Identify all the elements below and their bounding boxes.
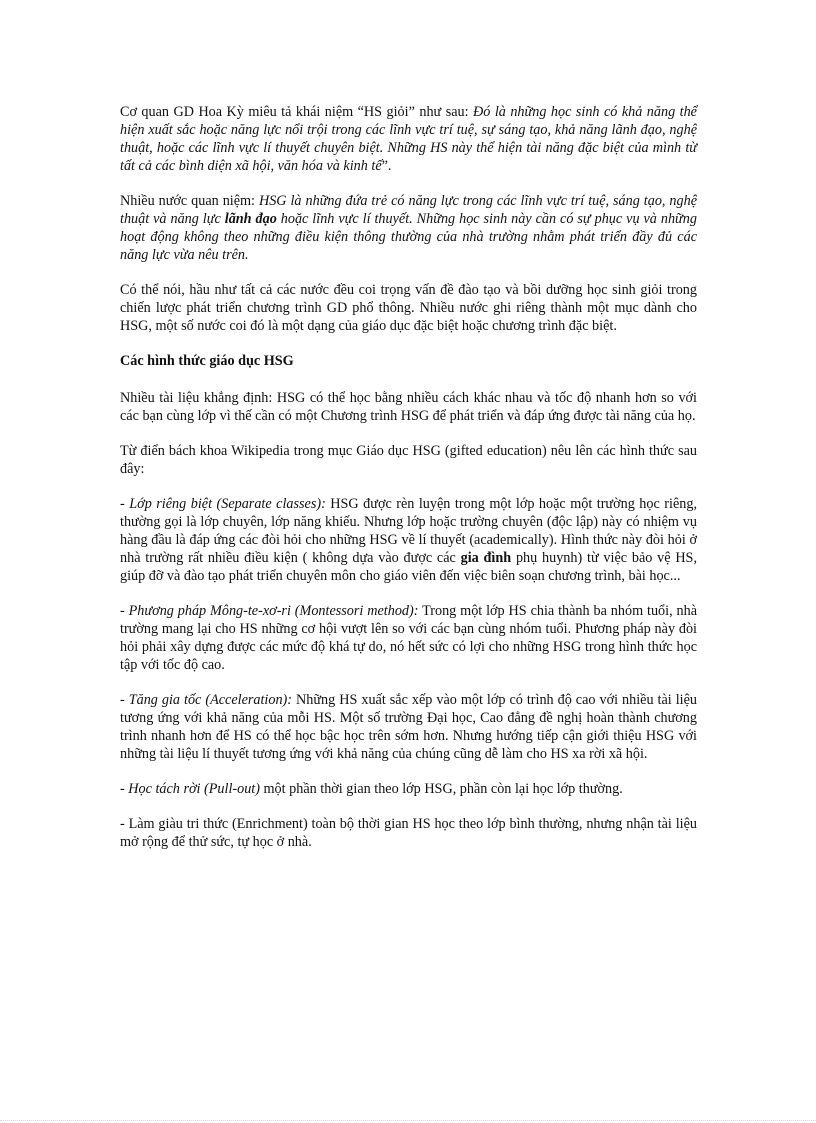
bullet-dash: - <box>120 692 129 708</box>
emphasis-leadership: lãnh đạo <box>224 211 277 227</box>
page-bottom-edge <box>0 1120 816 1121</box>
list-item-acceleration <box>120 691 697 763</box>
paragraph-documents: Nhiều tài liệu khẳng định: HSG có thể học bằng nhiều cách khác nhau và tốc độ nhanh hơn so với các bạn cùng lớp vì thế cần có một Chương trình HSG để phát triển và đáp ứng được tài năng của họ. <box>120 390 697 424</box>
item-text: phụ huynh) từ việc bảo vệ HS, giúp đỡ và đào tạo phát triển chuyên môn cho giáo viên đến việc biên soạn chương trình, bài học... <box>120 550 697 584</box>
paragraph-wikipedia: Từ điển bách khoa Wikipedia trong mục Giáo dục HSG (gifted education) nêu lên các hình thức sau đây: <box>120 443 697 477</box>
list-item-enrichment: - Làm giàu tri thức (Enrichment) toàn bộ thời gian HS học theo lớp bình thường, nhưng nhận tài liệu mở rộng để thử sức, tự học ở nhà. <box>120 816 697 850</box>
item-text: một phần thời gian theo lớp HSG, phần còn lại học lớp thường. <box>259 781 623 797</box>
paragraph-text: Cơ quan GD Hoa Kỳ miêu tả khái niệm “HS giỏi” như sau: <box>120 104 474 120</box>
list-item-pull-out <box>120 780 697 798</box>
item-title: Tăng gia tốc (Acceleration): <box>128 692 293 708</box>
document-page <box>120 103 697 868</box>
paragraph-strategy: Có thể nói, hầu như tất cả các nước đều coi trọng vấn đề đào tạo và bồi dưỡng học sinh giỏi trong chiến lược phát triển chương trình GD phổ thông. Nhiều nước ghi riêng thành một mục dành cho HSG, một số nước coi đó là một dạng của giáo dục đặc biệt hoặc chương trình đặc biệt. <box>120 282 697 334</box>
item-title: Phương pháp Mông-te-xơ-ri (Montessori method): <box>128 603 419 619</box>
bullet-dash: - <box>120 781 129 797</box>
item-text: HSG được rèn luyện trong một lớp hoặc một trường học riêng, thường gọi là lớp chuyên, lớp năng khiếu. Nhưng lớp hoặc trường chuyên (độc lập) này có nhiệm vụ hàng đầu là đáp ứng các đòi hỏi cho những HSG về lí thuyết (academically). Hình thức này đòi hỏi ở nhà trường rất nhiều điều kiện ( không dựa vào được các <box>120 496 697 566</box>
paragraph-text: Nhiều nước quan niệm: <box>120 193 259 209</box>
paragraph-us-definition <box>120 103 697 175</box>
paragraph-countries-view <box>120 192 697 264</box>
list-item-separate-classes <box>120 495 697 585</box>
definition-quote: Đó là những học sinh có khả năng thể hiện xuất sắc hoặc năng lực nổi trội trong các lĩnh vực trí tuệ, sự sáng tạo, khả năng lãnh đạo, nghệ thuật, hoặc các lĩnh vực lí thuyết chuyên biệt. Những HS này thể hiện tài năng đặc biệt của mình từ tất cả các bình diện xã hội, văn hóa và kinh tế <box>120 104 697 174</box>
section-heading: Các hình thức giáo dục HSG <box>120 353 294 369</box>
list-item-montessori <box>120 602 697 674</box>
bullet-dash: - <box>120 603 129 619</box>
emphasis-family: gia đình <box>460 550 512 566</box>
item-text: Trong một lớp HS chia thành ba nhóm tuổi, nhà trường mang lại cho HS những cơ hội vượt lên so với các bạn cùng nhóm tuổi. Phương pháp này đòi hỏi phải xây dựng được các mức độ khá tự do, nó hết sức có lợi cho những HSG trong hình thức học tập với tốc độ cao. <box>120 603 697 673</box>
item-title: Lớp riêng biệt (Separate classes): <box>129 496 326 512</box>
definition-quote: HSG là những đứa trẻ có năng lực trong các lĩnh vực trí tuệ, sáng tạo, nghệ thuật và năng lực <box>120 193 697 227</box>
definition-quote: hoặc lĩnh vực lí thuyết. Những học sinh này cần có sự phục vụ và những hoạt động không theo những điều kiện thông thường của nhà trường nhằm phát triển đầy đủ các năng lực vừa nêu trên. <box>120 211 697 263</box>
item-text: Những HS xuất sắc xếp vào một lớp có trình độ cao với nhiều tài liệu tương ứng với khả năng của mỗi HS. Một số trường Đại học, Cao đẳng đề nghị hoàn thành chương trình nhanh hơn để HS có thể học bậc học trên sớm hơn. Nhưng hướng tiếp cận giới thiệu HSG với những tài liệu lí thuyết tương ứng với khả năng của chúng cũng dễ làm cho HS xa rời xã hội. <box>120 692 697 762</box>
bullet-dash: - <box>120 496 130 512</box>
item-title: Học tách rời (Pull-out) <box>128 781 260 797</box>
paragraph-text: ”. <box>381 158 392 174</box>
